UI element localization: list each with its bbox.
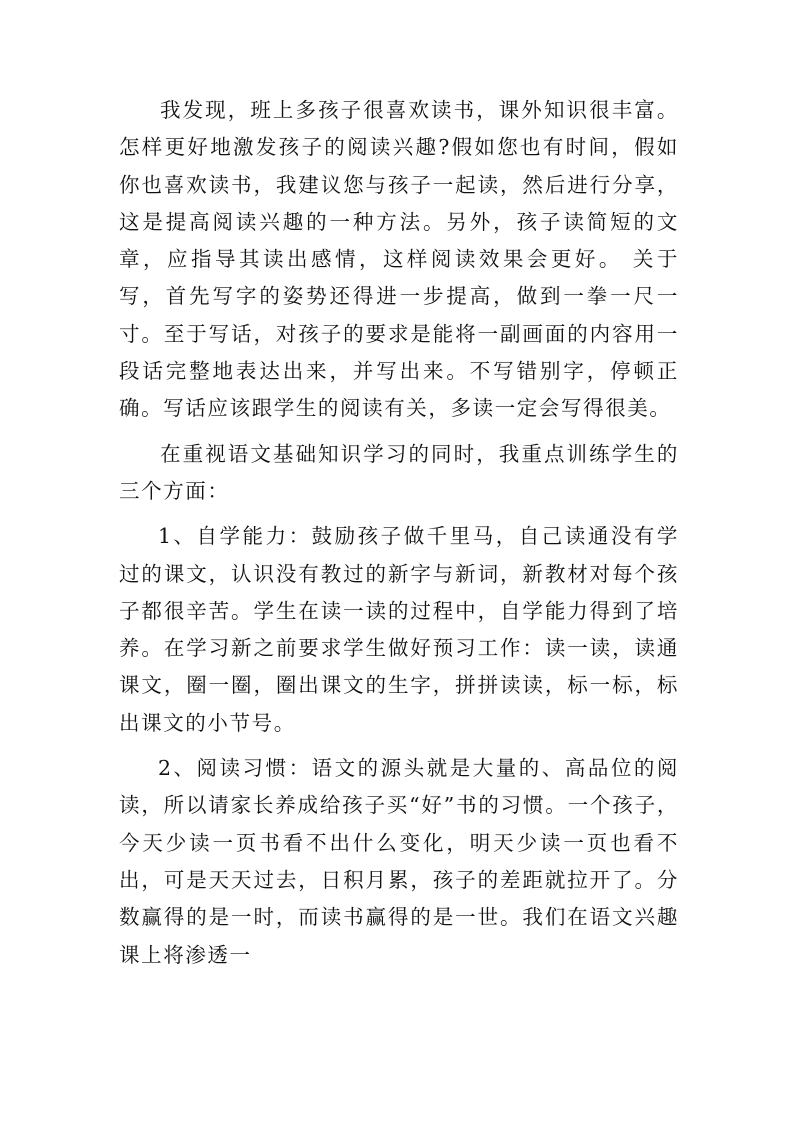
paragraph-spacer (119, 428, 679, 436)
paragraph-three-aspects-intro: 在重视语文基础知识学习的同时，我重点训练学生的三个方面： (119, 441, 679, 503)
paragraph-spacer (119, 742, 679, 750)
paragraph-reading-and-writing: 我发现，班上多孩子很喜欢读书，课外知识很丰富。怎样更好地激发孩子的阅读兴趣?假如您也有时间，假如你也喜欢读书，我建议您与孩子一起读，然后进行分享，这是提高阅读兴趣的一种方法。另外，孩子读简短的文章，应指导其读出感情，这样阅读效果会更好。 关于写，首先写字的姿势还得进一步提高，做到一拳一尺一寸。至于写话，对孩子的要求是能将一副画面的内容用一段话完整地表达出来，并写出来。不写错别字，停顿正确。写话应该跟学生的阅读有关，多读一定会写得很美。 (119, 98, 679, 421)
paragraph-spacer (119, 510, 679, 518)
paragraph-self-study-ability: 1、自学能力：鼓励孩子做千里马，自己读通没有学过的课文，认识没有教过的新字与新词，新教材对每个孩子都很辛苦。学生在读一读的过程中，自学能力得到了培养。在学习新之前要求学生做好预习工作：读一读，读通课文，圈一圈，圈出课文的生字，拼拼读读，标一标，标出课文的小节号。 (119, 524, 679, 735)
paragraph-reading-habits: 2、阅读习惯：语文的源头就是大量的、高品位的阅读，所以请家长养成给孩子买“好”书的习惯。一个孩子，今天少读一页书看不出什么变化，明天少读一页也看不出，可是天天过去，日积月累，孩子的差距就拉开了。分数赢得的是一时，而读书赢得的是一世。我们在语文兴趣课上将渗透一 (119, 756, 679, 967)
document-body (119, 92, 679, 974)
